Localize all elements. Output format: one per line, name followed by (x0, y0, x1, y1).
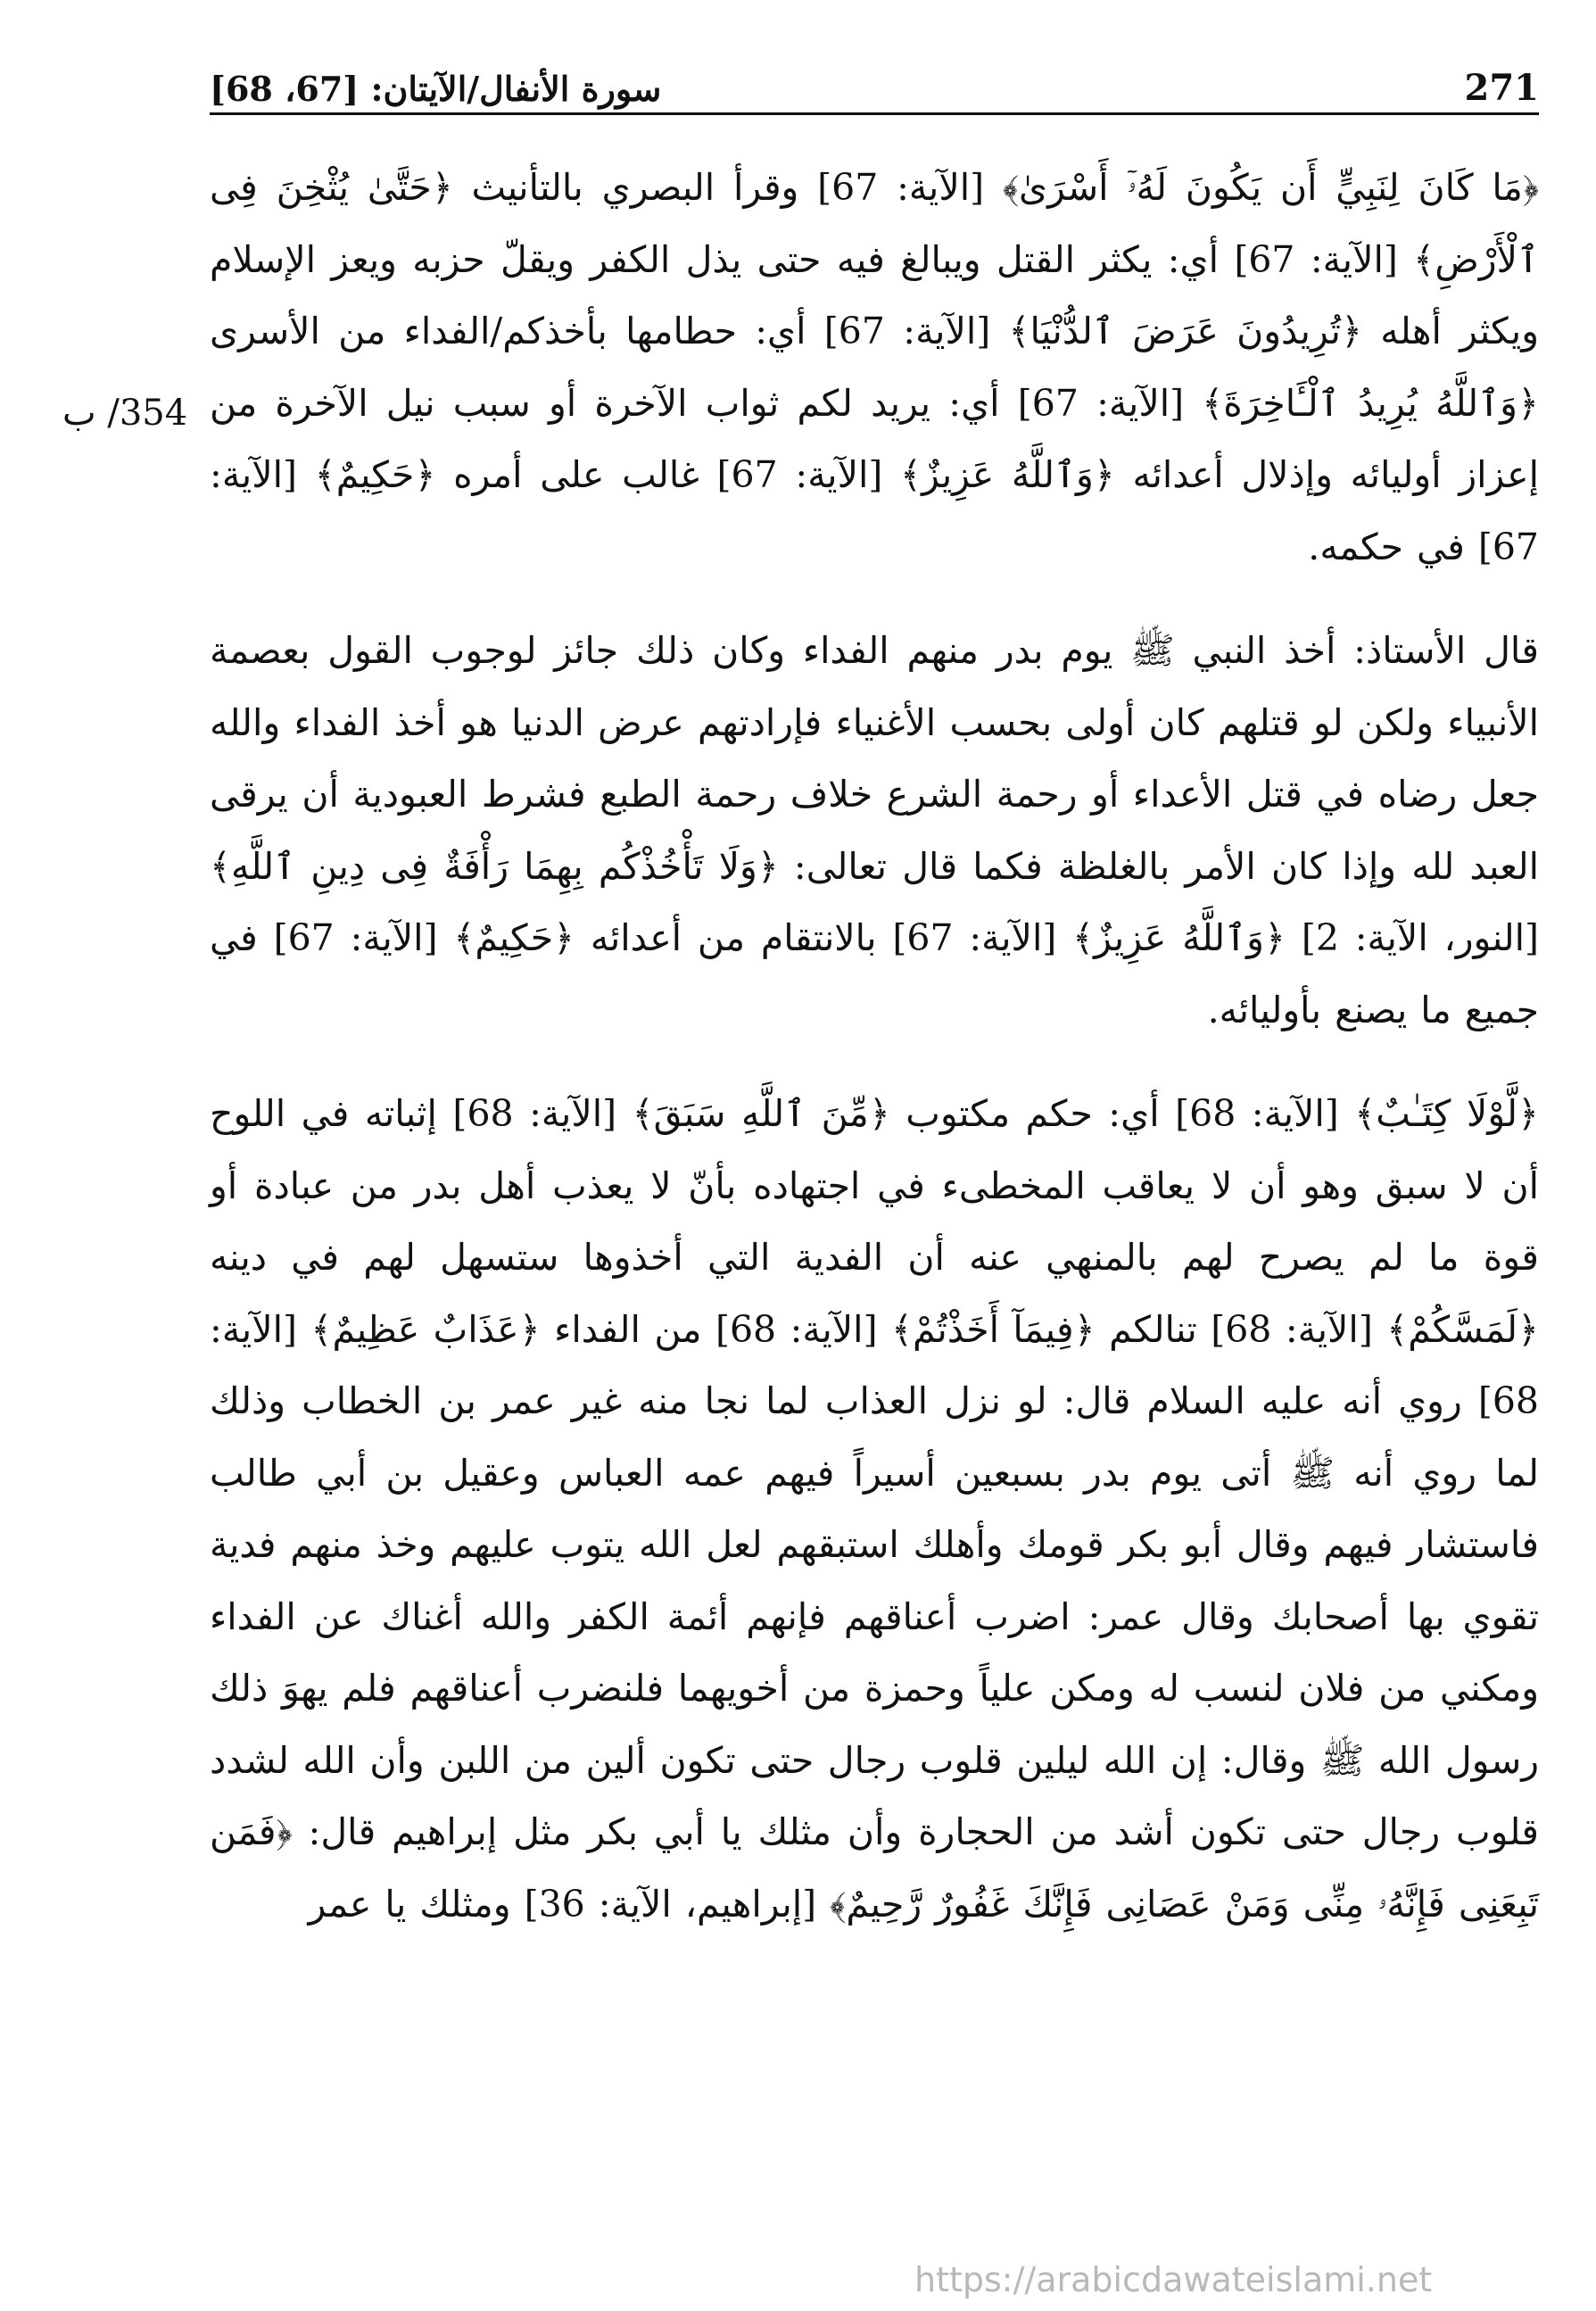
margin-note: 354/ ب (62, 393, 188, 434)
page-body (210, 152, 1539, 1974)
paragraph-ustadh-commentary: قال الأستاذ: أخذ النبي ﷺ يوم بدر منهم الفداء وكان ذلك جائز لوجوب القول بعصمة الأنبياء ولكن لو قتلهم كان أولى بحسب الأغنياء فإرادتهم عرض الدنيا هو أخذ الفداء والله جعل رضاه في قتل الأعداء أو رحمة الشرع خلاف رحمة الطبع فشرط العبودية أن يرقى العبد لله وإذا كان الأمر بالغلظة فكما قال تعالى: ﴿وَلَا تَأْخُذْكُم بِهِمَا رَأْفَةٌ فِى دِينِ ٱللَّهِ﴾ [النور، الآية: 2] ﴿وَٱللَّهُ عَزِيزٌ﴾ [الآية: 67] بالانتقام من أعدائه ﴿حَكِيمٌ﴾ [الآية: 67] في جميع ما يصنع بأوليائه. (210, 629, 1539, 1031)
running-title: سورة الأنفال/الآيتان: [67، 68] (210, 69, 662, 109)
page-number: 271 (1464, 67, 1539, 109)
paragraph-tafsir-verse-67: ﴿مَا كَانَ لِنَبِيٍّ أَن يَكُونَ لَهُۥٓ أَسْرَىٰ﴾ [الآية: 67] وقرأ البصري بالتأنيث ﴿حَتَّىٰ يُثْخِنَ فِى ٱلْأَرْضِ﴾ [الآية: 67] أي: يكثر القتل ويبالغ فيه حتى يذل الكفر ويقلّ حزبه ويعز الإسلام ويكثر أهله ﴿تُرِيدُونَ عَرَضَ ٱلدُّنْيَا﴾ [الآية: 67] أي: حطامها بأخذكم/الفداء من الأسرى ﴿وَٱللَّهُ يُرِيدُ ٱلْـَٔاخِرَةَ﴾ [الآية: 67] أي: يريد لكم ثواب الآخرة أو سبب نيل الآخرة من إعزاز أوليائه وإذلال أعدائه ﴿وَٱللَّهُ عَزِيزٌ﴾ [الآية: 67] غالب على أمره ﴿حَكِيمٌ﴾ [الآية: 67] في حكمه. (210, 166, 1539, 568)
paragraph-tafsir-verse-68: ﴿لَّوْلَا كِتَـٰبٌ﴾ [الآية: 68] أي: حكم مكتوب ﴿مِّنَ ٱللَّهِ سَبَقَ﴾ [الآية: 68] إثباته في اللوح أن لا سبق وهو أن لا يعاقب المخطىء في اجتهاده بأنّ لا يعذب أهل بدر من عبادة أو قوة ما لم يصرح لهم بالمنهي عنه أن الفدية التي أخذوها ستسهل لهم في دينه ﴿لَمَسَّكُمْ﴾ [الآية: 68] تنالكم ﴿فِيمَآ أَخَذْتُمْ﴾ [الآية: 68] من الفداء ﴿عَذَابٌ عَظِيمٌ﴾ [الآية: 68] روي أنه عليه السلام قال: لو نزل العذاب لما نجا منه غير عمر بن الخطاب وذلك لما روي أنه ﷺ أتى يوم بدر بسبعين أسيراً فيهم عمه العباس وعقيل بن أبي طالب فاستشار فيهم وقال أبو بكر قومك وأهلك استبقهم لعل الله يتوب عليهم وخذ منهم فدية تقوي بها أصحابك وقال عمر: اضرب أعناقهم فإنهم أئمة الكفر والله أغناك عن الفداء ومكني من فلان لنسب له ومكن علياً وحمزة من أخويهما فلنضرب أعناقهم فلم يهوَ ذلك رسول الله ﷺ وقال: إن الله ليلين قلوب رجال حتى تكون ألين من اللبن وأن الله لشدد قلوب رجال حتى تكون أشد من الحجارة وأن مثلك يا أبي بكر مثل إبراهيم قال: ﴿فَمَن تَبِعَنِى فَإِنَّهُۥ مِنِّى وَمَنْ عَصَانِى فَإِنَّكَ غَفُورٌ رَّحِيمٌ﴾ [إبراهيم، الآية: 36] ومثلك يا عمر (210, 1092, 1540, 1926)
watermark-url: https://arabicdawateislami.net (914, 2260, 1433, 2299)
header-divider (210, 112, 1539, 115)
page-header (210, 55, 1539, 109)
